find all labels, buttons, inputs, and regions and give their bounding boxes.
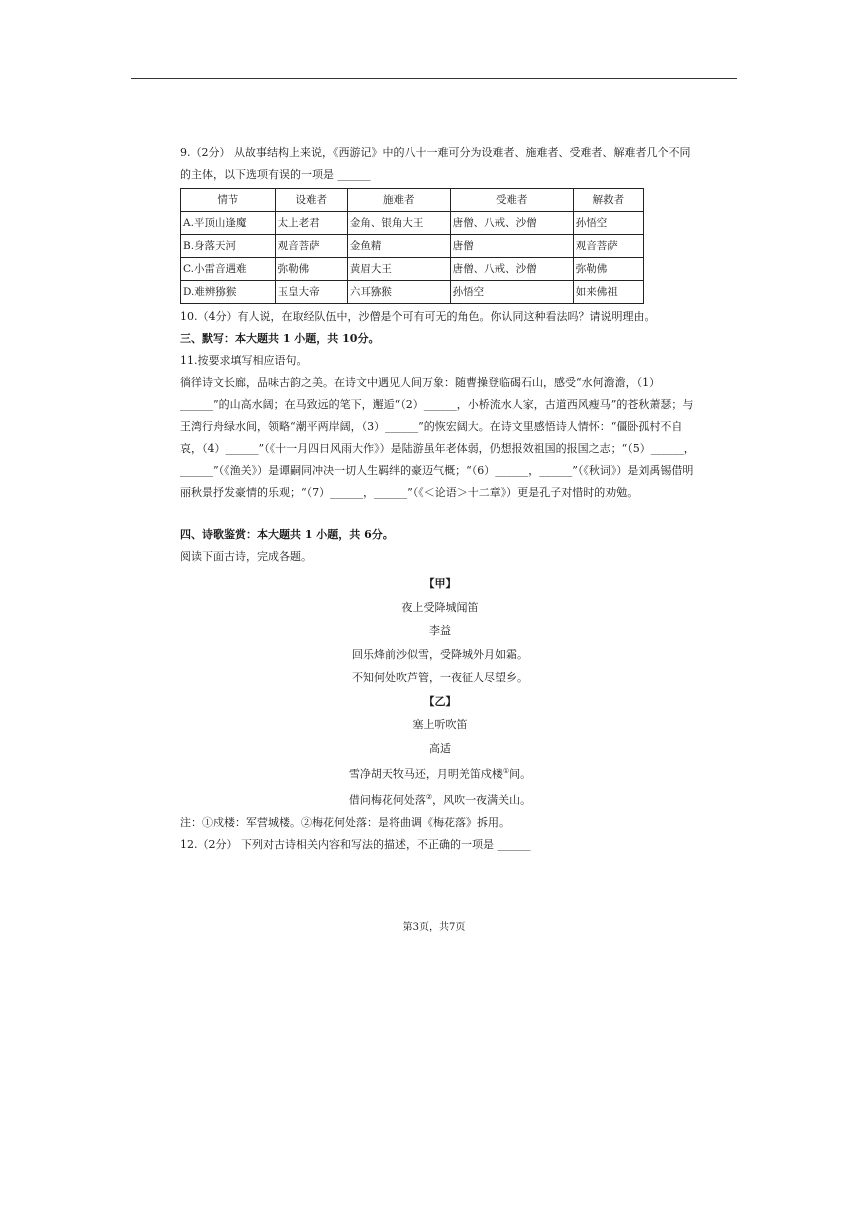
table-cell: 太上老君 xyxy=(275,212,347,235)
table-cell: 弥勒佛 xyxy=(573,258,643,281)
table-row xyxy=(181,212,644,235)
page-number: 第3页，共7页 xyxy=(402,922,466,933)
poem-a-label: 【甲】 xyxy=(423,577,457,590)
table-cell: 唐僧 xyxy=(450,235,573,258)
table-cell: 唐僧、八戒、沙僧 xyxy=(450,258,573,281)
section-3-heading: 三、默写：本大题共 1 小题，共 10分。 xyxy=(180,332,380,345)
table-cell: B.身落天河 xyxy=(181,235,276,258)
table-header: 情节 xyxy=(181,189,276,212)
table-row xyxy=(181,235,644,258)
poem-a-author: 李益 xyxy=(429,624,451,637)
poem-a-line: 回乐烽前沙似雪，受降城外月如霜。 xyxy=(352,647,528,661)
table-row xyxy=(181,281,644,304)
table-cell: 六耳猕猴 xyxy=(347,281,450,304)
table-cell: 孙悟空 xyxy=(450,281,573,304)
table-cell: 孙悟空 xyxy=(573,212,643,235)
header-rule xyxy=(131,78,737,79)
poem-b-title: 塞上听吹笛 xyxy=(412,718,468,731)
table-row xyxy=(181,258,644,281)
poem-a-line: 不知何处吹芦管，一夜征人尽望乡。 xyxy=(352,671,528,684)
question-9-table xyxy=(180,188,644,304)
table-cell: D.难辨猕猴 xyxy=(181,281,276,304)
table-header: 设难者 xyxy=(275,189,347,212)
poem-b-author: 高适 xyxy=(429,741,451,755)
table-cell: 金角、银角大王 xyxy=(347,212,450,235)
question-11-body: 徜徉诗文长廊，品味古韵之美。在诗文中遇见人间万象：随曹操登临碣石山，感受“水何澹澹，（1）______”的山高水阔；在马致远的笔下，邂逅“（2）______，小桥流水人家，古道西风瘦马”的苍秋萧瑟；与王湾行舟绿水间，领略“潮平两岸阔，（3）______”的恢宏阔大。在诗文里感悟诗人情怀：“僵卧孤村不自哀，（4）______”（《十一月四日风雨大作》）是陆游虽年老体弱，仍想报效祖国的报国之志；“（5）______，______”（《渔关》）是谭嗣同冲决一切人生羁绊的豪迈气概；“（6）______，______”（《秋词》）是刘禹锡借明丽秋景抒发豪情的乐观；“（7）______，______”（《＜论语＞十二章》）更是孔子对惜时的劝勉。 xyxy=(180,376,695,499)
poem-b xyxy=(180,690,700,813)
table-cell: 弥勒佛 xyxy=(275,258,347,281)
footnote-mark: ② xyxy=(425,793,433,802)
poem-b-label: 【乙】 xyxy=(423,694,457,708)
reading-instruction: 阅读下面古诗，完成各题。 xyxy=(180,550,312,563)
table-cell: 如来佛祖 xyxy=(573,281,643,304)
poem-a xyxy=(180,572,700,690)
table-header: 施难者 xyxy=(347,189,450,212)
section-4-heading: 四、诗歌鉴赏：本大题共 1 小题，共 6分。 xyxy=(180,528,394,541)
table-cell: 唐僧、八戒、沙僧 xyxy=(450,212,573,235)
table-cell: 玉皇大帝 xyxy=(275,281,347,304)
poem-b-line-text: ，风吹一夜满关山。 xyxy=(432,793,532,807)
footnote-mark: ① xyxy=(502,767,510,775)
table-cell: C.小雷音遇难 xyxy=(181,258,276,281)
poem-b-line-text: 雪净胡天牧马还，月明羌笛戍楼 xyxy=(348,767,503,781)
poem-b-line-text: 间。 xyxy=(509,767,532,781)
table-header: 受难者 xyxy=(450,189,573,212)
table-cell: 观音菩萨 xyxy=(275,235,347,258)
question-12: 12.（2分） 下列对古诗相关内容和写法的描述，不正确的一项是 ______ xyxy=(180,838,531,852)
poem-b-line xyxy=(180,786,700,812)
poem-b-line-text: 借问梅花何处落 xyxy=(348,793,426,807)
question-9: 9.（2分） 从故事结构上来说，《西游记》中的八十一难可分为设难者、施难者、受难者、解难者几个不同的主体，以下选项有误的一项是 ______ xyxy=(180,146,691,181)
poem-note: 注：①戍楼：军营城楼。②梅花何处落：是将曲调《梅花落》拆用。 xyxy=(180,816,510,830)
table-cell: 黄眉大王 xyxy=(347,258,450,281)
poem-a-title: 夜上受降城闻笛 xyxy=(401,600,479,614)
spacer xyxy=(180,504,700,524)
table-cell: 金鱼精 xyxy=(347,235,450,258)
table-header-row xyxy=(181,189,644,212)
exam-page xyxy=(180,142,700,856)
question-10: 10.（4分）有人说，在取经队伍中，沙僧是个可有可无的角色。你认同这种看法吗？请说明理由。 xyxy=(180,310,656,323)
table-header: 解救者 xyxy=(573,189,643,212)
question-11-title: 11.按要求填写相应语句。 xyxy=(180,354,308,367)
table-cell: A.平顶山逢魔 xyxy=(181,212,276,235)
poem-b-line xyxy=(180,760,700,786)
table-cell: 观音菩萨 xyxy=(573,235,643,258)
